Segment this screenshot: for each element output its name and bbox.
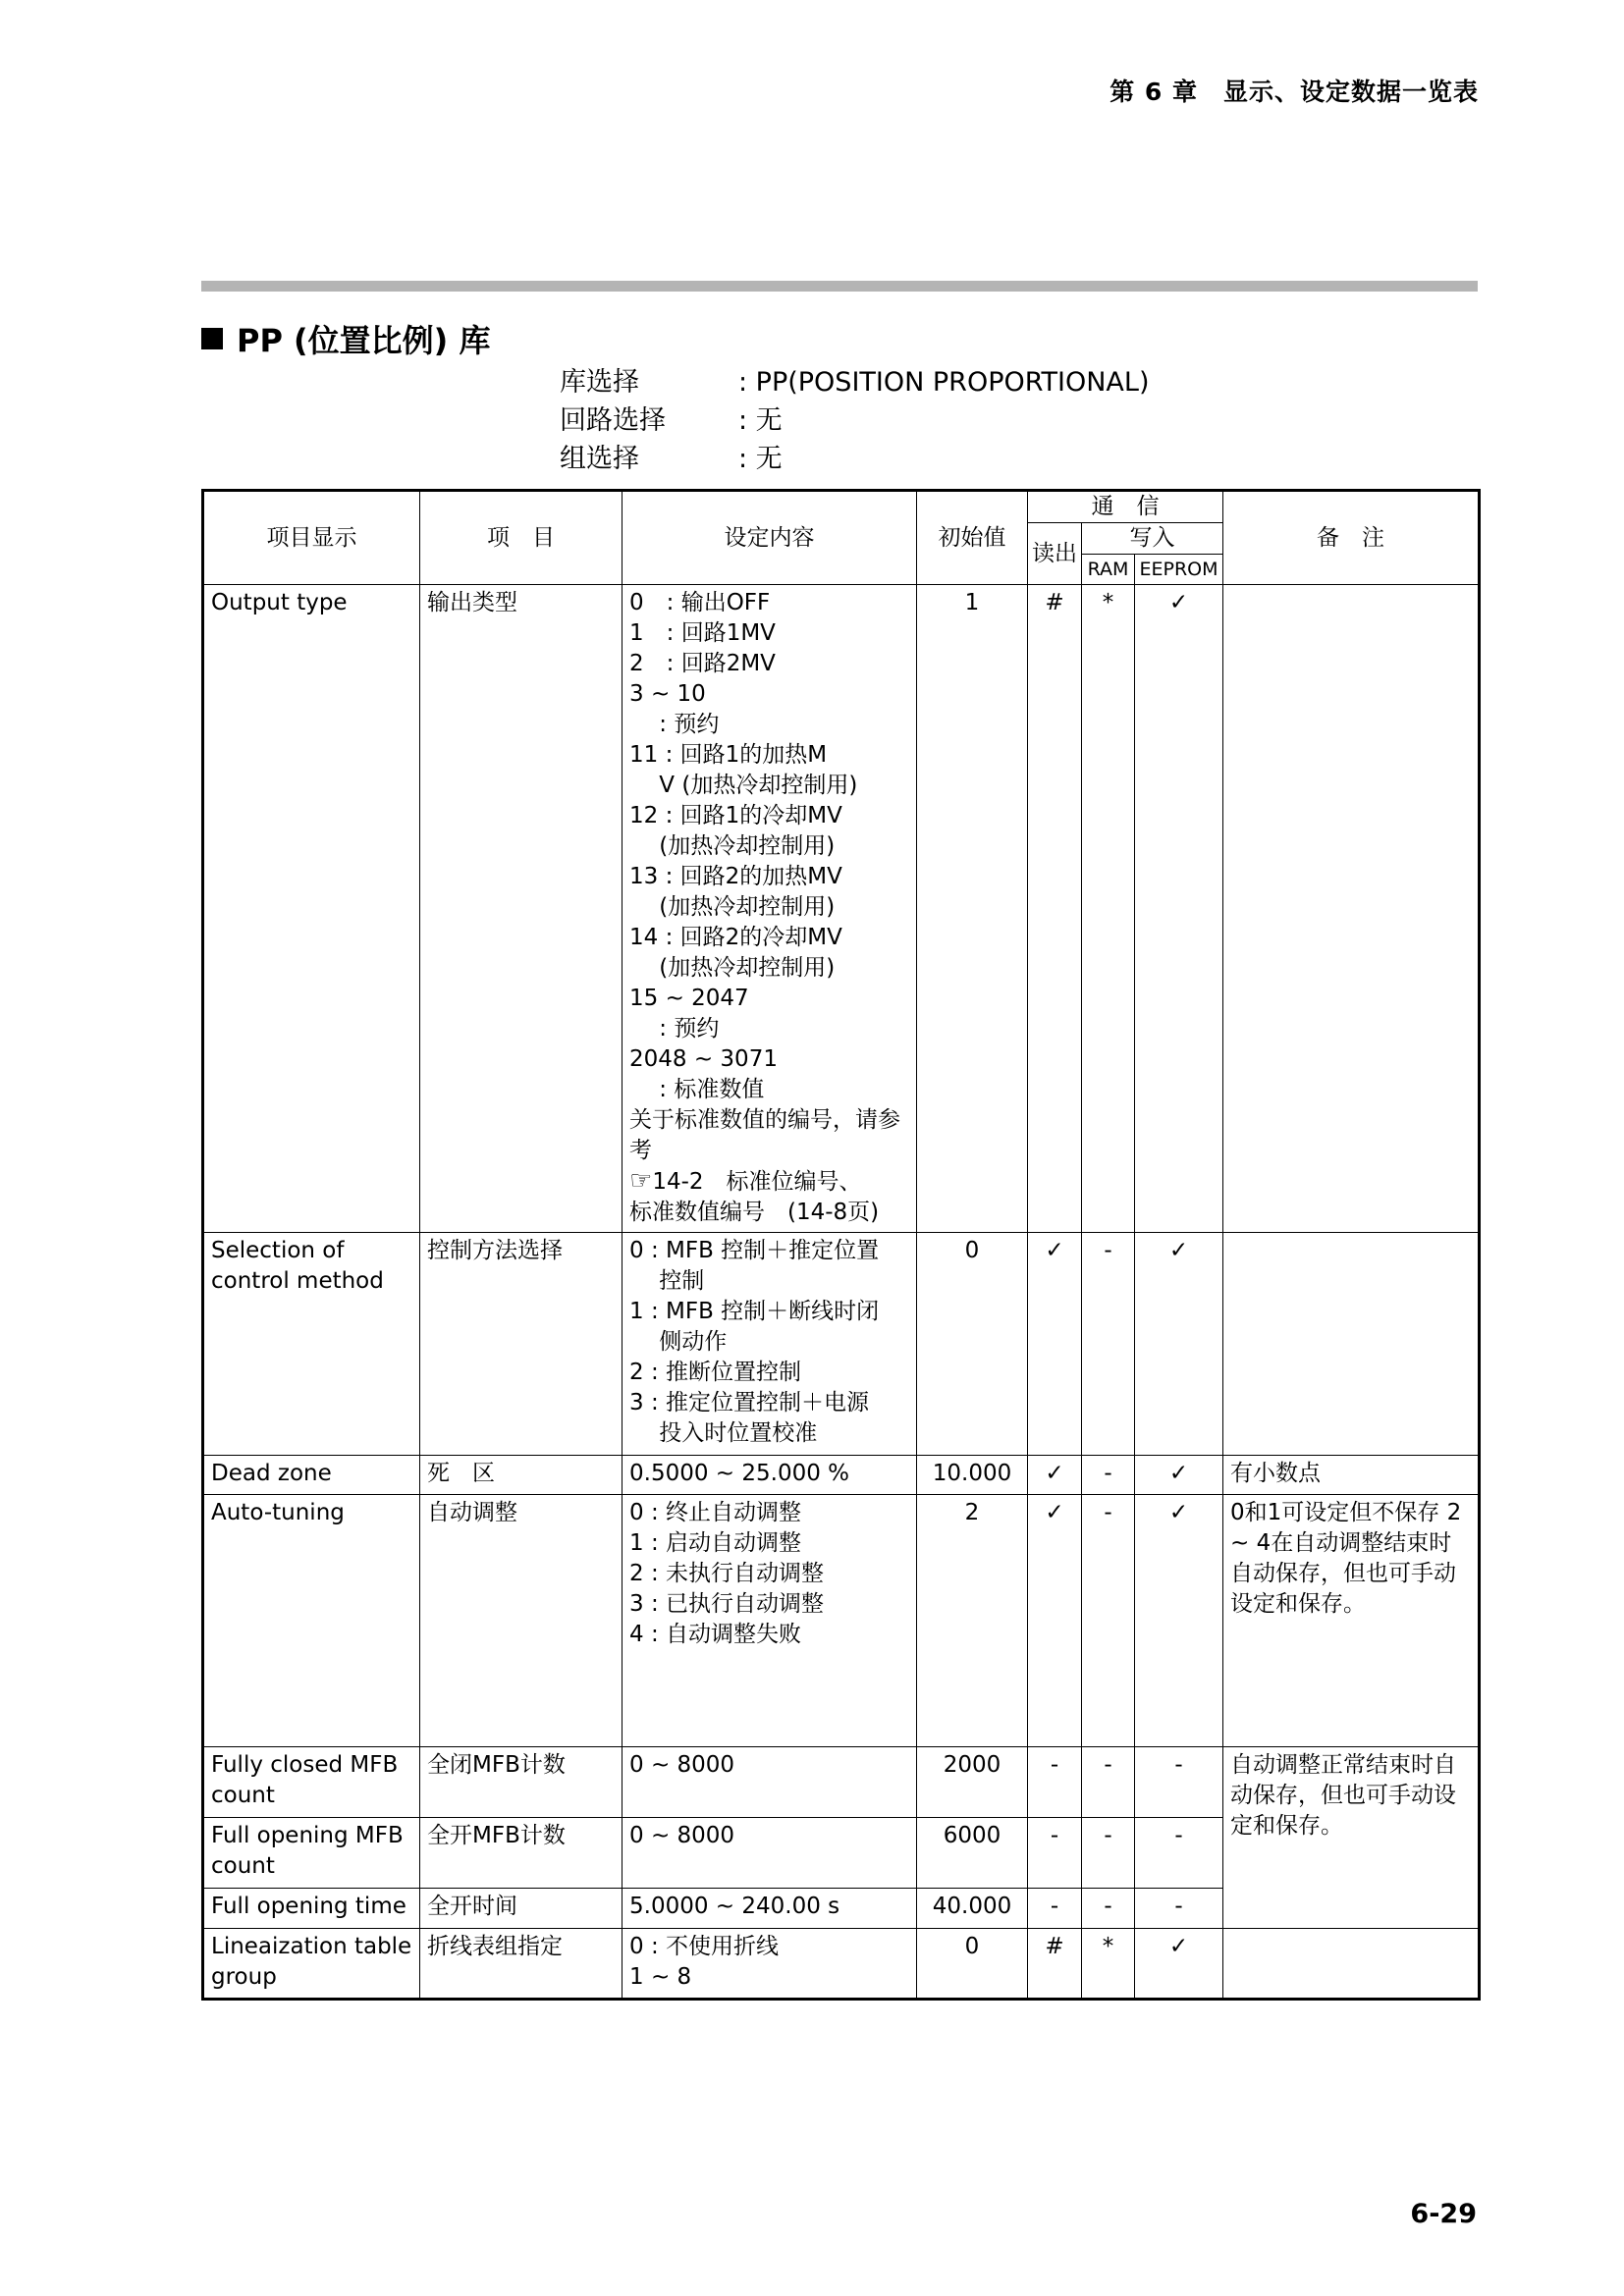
chapter-title: 第 6 章 显示、设定数据一览表	[1110, 78, 1479, 106]
section-title	[201, 316, 490, 361]
cell-note	[1223, 1929, 1480, 2000]
meta-value: : 无	[738, 444, 783, 474]
meta-row	[560, 440, 1149, 478]
cell-display: Dead zone	[203, 1456, 420, 1495]
setting-line: 考	[629, 1138, 652, 1163]
cell-setting	[623, 1889, 917, 1929]
setting-line: 2 : 回路2MV	[629, 651, 776, 676]
cell-initial: 10.000	[917, 1456, 1028, 1495]
cell-initial: 40.000	[917, 1889, 1028, 1929]
cell-setting	[623, 1747, 917, 1818]
col-header-ram: RAM	[1082, 555, 1135, 585]
section-title-text: PP (位置比例) 库	[237, 322, 491, 359]
setting-line: 11 : 回路1的加热M	[629, 742, 828, 768]
col-header-display: 项目显示	[203, 491, 420, 585]
cell-ram: -	[1082, 1456, 1135, 1495]
cell-ram: -	[1082, 1233, 1135, 1456]
setting-line: 0 : 终止自动调整	[629, 1500, 802, 1525]
cell-read: ✓	[1028, 1456, 1082, 1495]
cell-eeprom: ✓	[1135, 1929, 1223, 2000]
setting-line: (加热冷却控制用)	[629, 833, 836, 859]
setting-line: 0 : 不使用折线	[629, 1934, 780, 1959]
cell-ram: *	[1082, 585, 1135, 1233]
cell-item: 全闭MFB计数	[420, 1747, 623, 1818]
table-row	[203, 585, 1480, 1233]
setting-line: 4 : 自动调整失败	[629, 1622, 802, 1647]
cell-display: Auto-tuning	[203, 1495, 420, 1747]
cell-initial: 2	[917, 1495, 1028, 1747]
cell-setting	[623, 585, 917, 1233]
cell-ram: -	[1082, 1889, 1135, 1929]
cell-read: -	[1028, 1818, 1082, 1889]
meta-row	[560, 363, 1149, 401]
cell-setting	[623, 1818, 917, 1889]
selection-info	[560, 363, 1149, 478]
cell-read: #	[1028, 1929, 1082, 2000]
cell-display: Output type	[203, 585, 420, 1233]
cell-eeprom: ✓	[1135, 1233, 1223, 1456]
cell-item: 输出类型	[420, 585, 623, 1233]
cell-ram: *	[1082, 1929, 1135, 2000]
meta-label: 回路选择	[560, 405, 666, 436]
table-row	[203, 1495, 1480, 1747]
cell-ram: -	[1082, 1747, 1135, 1818]
table-row	[203, 1456, 1480, 1495]
cell-note	[1223, 585, 1480, 1233]
cell-eeprom: ✓	[1135, 1495, 1223, 1747]
cell-read: ✓	[1028, 1233, 1082, 1456]
section-divider	[201, 281, 1478, 292]
black-square-icon	[201, 328, 223, 349]
table-row	[203, 1747, 1480, 1818]
cell-note: 有小数点	[1223, 1456, 1480, 1495]
setting-line: 12 : 回路1的冷却MV	[629, 803, 842, 828]
setting-line: 15 ~ 2047	[629, 986, 749, 1011]
setting-line: 13 : 回路2的加热MV	[629, 864, 842, 889]
setting-line: 2 : 未执行自动调整	[629, 1561, 825, 1586]
col-header-read: 读出	[1028, 523, 1082, 585]
reference-line: 标准数值编号 (14-8页)	[629, 1200, 880, 1225]
cell-initial: 1	[917, 585, 1028, 1233]
col-header-write: 写入	[1082, 523, 1223, 555]
table-row	[203, 1233, 1480, 1456]
col-header-eeprom: EEPROM	[1135, 555, 1223, 585]
cell-setting	[623, 1929, 917, 2000]
col-header-initial: 初始值	[917, 491, 1028, 585]
setting-line: 0.5000 ~ 25.000 %	[629, 1461, 850, 1486]
meta-row	[560, 401, 1149, 440]
setting-line: 14 : 回路2的冷却MV	[629, 925, 842, 950]
setting-line: 2048 ~ 3071	[629, 1046, 778, 1072]
setting-line: 3 : 已执行自动调整	[629, 1591, 825, 1617]
setting-line: 投入时位置校准	[629, 1420, 818, 1446]
cell-read: -	[1028, 1747, 1082, 1818]
cell-display: Full opening MFB count	[203, 1818, 420, 1889]
setting-line: 5.0000 ~ 240.00 s	[629, 1894, 840, 1919]
parameter-table	[201, 489, 1481, 2001]
setting-line: 侧动作	[629, 1329, 728, 1355]
cell-setting	[623, 1495, 917, 1747]
setting-line: (加热冷却控制用)	[629, 955, 836, 981]
cell-setting	[623, 1233, 917, 1456]
cell-eeprom: ✓	[1135, 1456, 1223, 1495]
cell-setting	[623, 1456, 917, 1495]
pointing-hand-icon: ☞	[629, 1166, 653, 1196]
setting-line: 控制	[629, 1268, 705, 1294]
cell-read: ✓	[1028, 1495, 1082, 1747]
col-header-item: 项 目	[420, 491, 623, 585]
table-row	[203, 1929, 1480, 2000]
cell-item: 全开时间	[420, 1889, 623, 1929]
cell-initial: 6000	[917, 1818, 1028, 1889]
cell-note: 0和1可设定但不保存 2 ~ 4在自动调整结束时自动保存，但也可手动设定和保存。	[1223, 1495, 1480, 1747]
cell-item: 全开MFB计数	[420, 1818, 623, 1889]
setting-line: (加热冷却控制用)	[629, 894, 836, 920]
setting-line: 1 : 回路1MV	[629, 620, 776, 646]
setting-line: 0 ~ 8000	[629, 1823, 735, 1848]
setting-line: 1 : MFB 控制＋断线时闭	[629, 1299, 880, 1324]
cell-read: -	[1028, 1889, 1082, 1929]
setting-line: 关于标准数值的编号，请参	[629, 1107, 900, 1133]
cell-ram: -	[1082, 1818, 1135, 1889]
cell-initial: 0	[917, 1929, 1028, 2000]
setting-line: 1 : 启动自动调整	[629, 1530, 802, 1556]
setting-line: : 预约	[629, 712, 720, 737]
setting-line: 0 ~ 8000	[629, 1752, 735, 1778]
cell-item: 控制方法选择	[420, 1233, 623, 1456]
setting-line: 3 ~ 10	[629, 681, 706, 707]
cell-item: 自动调整	[420, 1495, 623, 1747]
setting-line: 0 : MFB 控制＋推定位置	[629, 1238, 880, 1263]
meta-value: : PP(POSITION PROPORTIONAL)	[738, 367, 1150, 398]
cell-display: Full opening time	[203, 1889, 420, 1929]
cell-read: #	[1028, 585, 1082, 1233]
cell-initial: 0	[917, 1233, 1028, 1456]
meta-label: 组选择	[560, 444, 639, 474]
cell-initial: 2000	[917, 1747, 1028, 1818]
setting-line: 1 ~ 8	[629, 1964, 692, 1990]
cell-display: Fully closed MFB count	[203, 1747, 420, 1818]
setting-line: V (加热冷却控制用)	[629, 773, 858, 798]
cell-eeprom: -	[1135, 1889, 1223, 1929]
setting-line: 0 : 输出OFF	[629, 590, 771, 615]
cell-display: Selection of control method	[203, 1233, 420, 1456]
cell-note	[1223, 1233, 1480, 1456]
reference-line	[629, 1166, 909, 1198]
page-number: 6-29	[1410, 2199, 1477, 2229]
cell-eeprom: -	[1135, 1747, 1223, 1818]
cell-eeprom: -	[1135, 1818, 1223, 1889]
col-header-comm: 通 信	[1028, 491, 1223, 523]
cell-item: 折线表组指定	[420, 1929, 623, 2000]
setting-line: : 标准数值	[629, 1077, 765, 1102]
meta-label: 库选择	[560, 367, 639, 398]
setting-line: 3 : 推定位置控制＋电源	[629, 1390, 870, 1415]
col-header-setting: 设定内容	[623, 491, 917, 585]
col-header-note: 备 注	[1223, 491, 1480, 585]
cell-eeprom: ✓	[1135, 585, 1223, 1233]
reference-text: 14-2 标准位编号、	[652, 1169, 862, 1195]
cell-item: 死 区	[420, 1456, 623, 1495]
cell-ram: -	[1082, 1495, 1135, 1747]
cell-display: Lineaization table group	[203, 1929, 420, 2000]
cell-note: 自动调整正常结束时自动保存，但也可手动设定和保存。	[1223, 1747, 1480, 1929]
setting-line: 2 : 推断位置控制	[629, 1360, 802, 1385]
setting-line: : 预约	[629, 1016, 720, 1041]
meta-value: : 无	[738, 405, 783, 436]
